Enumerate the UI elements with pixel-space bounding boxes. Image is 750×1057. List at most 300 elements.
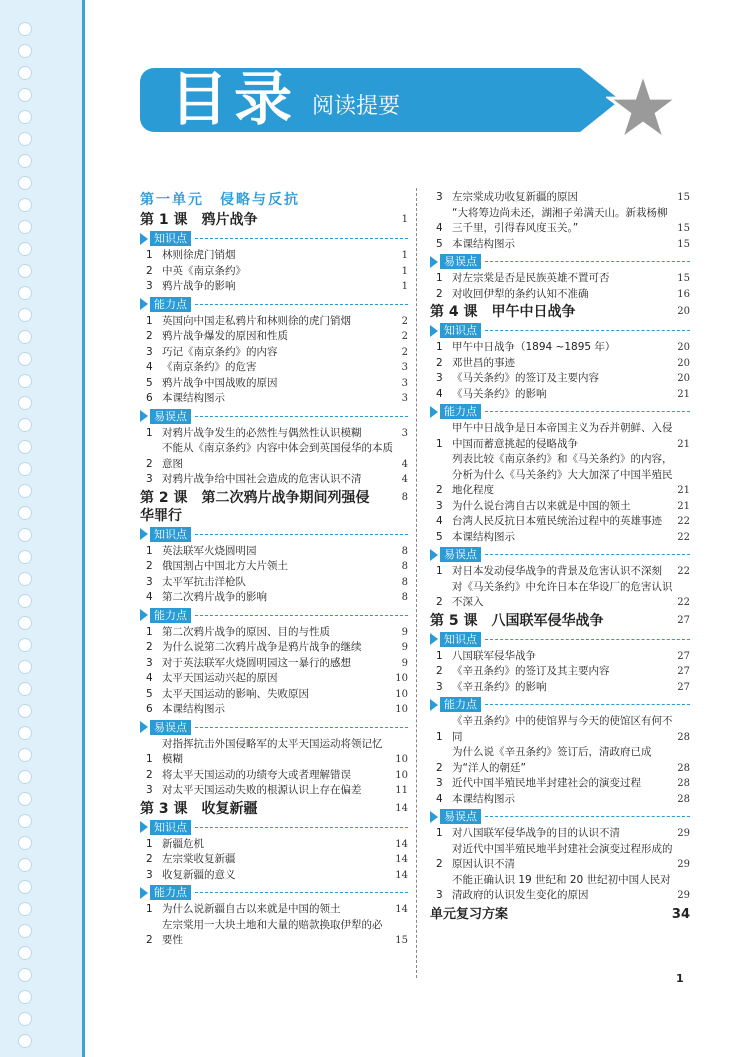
triangle-right-icon bbox=[140, 298, 148, 310]
item-number: 1 bbox=[436, 565, 443, 577]
toc-item[interactable] bbox=[140, 391, 408, 407]
item-number: 6 bbox=[146, 703, 153, 715]
toc-item[interactable] bbox=[140, 345, 408, 361]
lesson-entry[interactable] bbox=[430, 612, 690, 630]
binder-hole bbox=[18, 550, 32, 564]
toc-item[interactable] bbox=[430, 873, 690, 904]
binder-hole bbox=[18, 836, 32, 850]
triangle-right-icon bbox=[430, 325, 438, 337]
section-tag-label: 易误点 bbox=[150, 409, 191, 424]
toc-item[interactable] bbox=[140, 264, 408, 280]
binder-hole bbox=[18, 858, 32, 872]
lesson-page: 1 bbox=[401, 214, 408, 225]
item-number: 1 bbox=[146, 314, 153, 327]
binder-hole bbox=[18, 726, 32, 740]
lesson-page: 14 bbox=[395, 802, 408, 814]
item-number: 4 bbox=[436, 222, 443, 234]
toc-item[interactable] bbox=[430, 564, 690, 580]
binder-hole bbox=[18, 660, 32, 674]
item-page: 3 bbox=[401, 377, 408, 389]
toc-item[interactable] bbox=[140, 868, 408, 884]
item-page: 1 bbox=[401, 281, 408, 292]
item-text: “大将筹边尚未还，湖湘子弟满天山。新栽杨柳三千里，引得春风度玉关。” bbox=[452, 206, 668, 234]
binder-hole bbox=[18, 506, 32, 520]
toc-item[interactable] bbox=[430, 714, 690, 745]
item-page: 20 bbox=[677, 357, 690, 369]
toc-item[interactable] bbox=[430, 580, 690, 611]
item-number: 1 bbox=[146, 753, 153, 765]
triangle-right-icon bbox=[140, 233, 148, 245]
item-text: 为什么说台湾自古以来就是中国的领土 bbox=[452, 499, 631, 512]
item-text: 对左宗棠是否是民族英雄不置可否 bbox=[452, 272, 610, 284]
toc-item[interactable] bbox=[140, 737, 408, 768]
item-page: 22 bbox=[677, 516, 690, 527]
binder-hole bbox=[18, 22, 32, 36]
item-text: 《南京条约》的危害 bbox=[162, 361, 257, 373]
item-text: 为什么说《辛丑条约》签订后，清政府已成为“洋人的朝廷” bbox=[452, 746, 652, 774]
binder-hole bbox=[18, 220, 32, 234]
triangle-right-icon bbox=[140, 821, 148, 833]
toc-item[interactable] bbox=[430, 287, 690, 303]
toc-item[interactable] bbox=[140, 687, 408, 703]
binder-hole bbox=[18, 198, 32, 212]
binder-hole bbox=[18, 1034, 32, 1048]
binder-hole bbox=[18, 462, 32, 476]
section-tag-label: 能力点 bbox=[440, 697, 481, 712]
toc-item[interactable] bbox=[140, 671, 408, 687]
item-text: 本课结构图示 bbox=[162, 703, 225, 715]
item-page: 14 bbox=[395, 869, 408, 881]
item-number: 2 bbox=[146, 560, 153, 572]
binder-hole bbox=[18, 66, 32, 80]
section-tag bbox=[430, 253, 690, 270]
item-text: 中英《南京条约》 bbox=[162, 264, 246, 277]
lesson-title: 第 1 课 鸦片战争 bbox=[140, 212, 258, 228]
page-subtitle: 阅读提要 bbox=[312, 94, 401, 119]
item-number: 1 bbox=[146, 903, 153, 915]
item-number: 2 bbox=[436, 858, 443, 870]
binder-hole bbox=[18, 286, 32, 300]
toc-item[interactable] bbox=[430, 680, 690, 696]
item-text: 左宗棠用一大块土地和大量的赔款换取伊犁的必要性 bbox=[162, 918, 383, 946]
binder-hole bbox=[18, 132, 32, 146]
item-number: 2 bbox=[146, 934, 153, 946]
item-page: 21 bbox=[677, 388, 690, 400]
item-text: 对日本发动侵华战争的背景及危害认识不深刻 bbox=[452, 565, 662, 577]
lesson-title: 第 4 课 甲午中日战争 bbox=[430, 304, 576, 320]
toc-item[interactable] bbox=[140, 640, 408, 656]
item-page: 20 bbox=[677, 342, 690, 353]
item-number: 3 bbox=[436, 680, 443, 693]
item-page: 28 bbox=[677, 762, 690, 774]
item-number: 3 bbox=[436, 499, 443, 512]
item-page: 2 bbox=[401, 315, 408, 327]
item-page: 15 bbox=[395, 935, 408, 946]
toc-item[interactable] bbox=[430, 452, 690, 499]
item-number: 3 bbox=[146, 868, 153, 881]
triangle-right-icon bbox=[430, 633, 438, 645]
toc-item[interactable] bbox=[140, 625, 408, 641]
binder-hole bbox=[18, 990, 32, 1004]
binder-edge bbox=[82, 0, 85, 1057]
item-page: 22 bbox=[677, 566, 690, 577]
toc-item[interactable] bbox=[430, 271, 690, 287]
item-number: 3 bbox=[146, 656, 153, 669]
item-text: 本课结构图示 bbox=[162, 392, 225, 404]
item-number: 3 bbox=[436, 191, 443, 203]
item-page: 10 bbox=[395, 769, 408, 781]
item-text: 本课结构图示 bbox=[452, 237, 515, 250]
item-text: 甲午中日战争（1894 ~1895 年） bbox=[452, 341, 616, 353]
item-text: 林则徐虎门销烟 bbox=[162, 249, 236, 261]
item-page: 4 bbox=[401, 474, 408, 485]
dashed-rule bbox=[195, 827, 408, 828]
section-tag bbox=[140, 408, 408, 425]
toc-item[interactable] bbox=[430, 649, 690, 665]
section-tag bbox=[140, 230, 408, 247]
toc-item[interactable] bbox=[140, 768, 408, 784]
binder-hole bbox=[18, 176, 32, 190]
item-text: 鸦片战争的影响 bbox=[162, 280, 236, 292]
lesson-entry[interactable] bbox=[140, 800, 408, 818]
item-text: 巧记《南京条约》的内容 bbox=[162, 345, 278, 358]
section-tag-label: 知识点 bbox=[440, 632, 481, 647]
dashed-rule bbox=[485, 554, 690, 555]
item-text: 太平天国运动的影响、失败原因 bbox=[162, 687, 309, 700]
toc-item[interactable] bbox=[430, 664, 690, 680]
toc-item[interactable] bbox=[140, 279, 408, 295]
review-entry[interactable] bbox=[430, 906, 690, 924]
binder-hole bbox=[18, 968, 32, 982]
item-page: 14 bbox=[395, 904, 408, 915]
item-page: 15 bbox=[677, 273, 690, 284]
section-tag bbox=[140, 296, 408, 313]
item-number: 2 bbox=[436, 484, 443, 496]
triangle-right-icon bbox=[140, 410, 148, 422]
lesson-entry[interactable] bbox=[430, 303, 690, 321]
item-number: 4 bbox=[146, 591, 153, 603]
item-number: 5 bbox=[146, 687, 153, 700]
binder-hole bbox=[18, 902, 32, 916]
item-page: 27 bbox=[677, 666, 690, 677]
item-text: 甲午中日战争是日本帝国主义为吞并朝鲜、入侵中国而蓄意挑起的侵略战争 bbox=[452, 422, 673, 450]
binder-hole bbox=[18, 154, 32, 168]
item-page: 20 bbox=[677, 373, 690, 384]
dashed-rule bbox=[195, 615, 408, 616]
item-text: 《辛丑条约》中的使馆界与今天的使馆区有何不同 bbox=[452, 715, 673, 743]
section-tag-label: 能力点 bbox=[150, 885, 191, 900]
toc-item[interactable] bbox=[430, 190, 690, 206]
item-number: 3 bbox=[146, 280, 153, 292]
item-page: 8 bbox=[401, 561, 408, 572]
item-text: 台湾人民反抗日本殖民统治过程中的英雄事迹 bbox=[452, 515, 662, 527]
item-page: 1 bbox=[401, 265, 408, 277]
toc-item[interactable] bbox=[140, 918, 408, 949]
item-text: 八国联军侵华战争 bbox=[452, 649, 536, 662]
item-text: 俄国割占中国北方大片领土 bbox=[162, 560, 288, 572]
binder-hole bbox=[18, 792, 32, 806]
item-page: 10 bbox=[395, 688, 408, 700]
toc-item[interactable] bbox=[430, 530, 690, 546]
item-text: 为什么说第二次鸦片战争是鸦片战争的继续 bbox=[162, 641, 362, 653]
section-tag bbox=[430, 631, 690, 648]
dashed-rule bbox=[485, 411, 690, 412]
dashed-rule bbox=[195, 727, 408, 728]
item-number: 4 bbox=[146, 361, 153, 373]
section-tag bbox=[140, 526, 408, 543]
lesson-entry[interactable] bbox=[140, 489, 408, 525]
item-number: 3 bbox=[436, 777, 443, 789]
toc-item[interactable] bbox=[140, 837, 408, 853]
binder-hole bbox=[18, 748, 32, 762]
item-page: 10 bbox=[395, 704, 408, 715]
item-number: 3 bbox=[146, 473, 153, 485]
item-page: 28 bbox=[677, 778, 690, 789]
item-page: 10 bbox=[395, 673, 408, 684]
binder-hole bbox=[18, 308, 32, 322]
item-page: 29 bbox=[677, 828, 690, 839]
item-number: 1 bbox=[146, 426, 153, 439]
section-tag bbox=[430, 403, 690, 420]
item-number: 3 bbox=[146, 345, 153, 358]
item-text: 《辛丑条约》的影响 bbox=[452, 680, 547, 693]
item-text: 鸦片战争爆发的原因和性质 bbox=[162, 330, 288, 342]
binder-hole bbox=[18, 374, 32, 388]
item-page: 8 bbox=[401, 592, 408, 603]
item-number: 4 bbox=[436, 515, 443, 527]
triangle-right-icon bbox=[430, 256, 438, 268]
item-number: 4 bbox=[436, 792, 443, 805]
item-page: 15 bbox=[677, 223, 690, 234]
item-page: 21 bbox=[677, 500, 690, 512]
toc-item[interactable] bbox=[430, 792, 690, 808]
item-text: 对太平天国运动失败的根源认识上存在偏差 bbox=[162, 784, 362, 796]
toc-item[interactable] bbox=[140, 329, 408, 345]
toc-item[interactable] bbox=[140, 559, 408, 575]
item-number: 2 bbox=[436, 356, 443, 369]
item-number: 2 bbox=[146, 457, 153, 470]
item-number: 5 bbox=[436, 530, 443, 543]
binder-hole bbox=[18, 352, 32, 366]
item-text: 近代中国半殖民地半封建社会的演变过程 bbox=[452, 777, 641, 789]
toc-item[interactable] bbox=[430, 340, 690, 356]
toc-item[interactable] bbox=[140, 783, 408, 799]
item-number: 2 bbox=[146, 641, 153, 653]
item-page: 3 bbox=[401, 393, 408, 404]
toc-item[interactable] bbox=[430, 514, 690, 530]
item-page: 16 bbox=[677, 288, 690, 300]
item-number: 5 bbox=[436, 237, 443, 250]
item-page: 9 bbox=[401, 657, 408, 669]
toc-item[interactable] bbox=[430, 356, 690, 372]
item-page: 22 bbox=[677, 597, 690, 608]
item-text: 英国向中国走私鸦片和林则徐的虎门销烟 bbox=[162, 314, 351, 327]
section-tag bbox=[140, 607, 408, 624]
item-text: 本课结构图示 bbox=[452, 530, 515, 543]
section-tag-label: 易误点 bbox=[440, 254, 481, 269]
item-text: 为什么说新疆自古以来就是中国的领土 bbox=[162, 903, 341, 915]
section-tag bbox=[430, 546, 690, 563]
item-page: 2 bbox=[401, 331, 408, 342]
item-text: 新疆危机 bbox=[162, 837, 204, 850]
item-number: 1 bbox=[146, 544, 153, 557]
item-number: 1 bbox=[436, 437, 443, 450]
binder-hole bbox=[18, 572, 32, 586]
item-text: 对指挥抗击外国侵略军的太平天国运动将领记忆模糊 bbox=[162, 737, 383, 765]
toc-item[interactable] bbox=[430, 206, 690, 237]
item-number: 1 bbox=[146, 837, 153, 850]
item-text: 对鸦片战争发生的必然性与偶然性认识模糊 bbox=[162, 426, 362, 439]
toc-item[interactable] bbox=[140, 360, 408, 376]
toc-item[interactable] bbox=[430, 776, 690, 792]
binder-hole bbox=[18, 924, 32, 938]
toc-item[interactable] bbox=[140, 575, 408, 591]
binder-hole bbox=[18, 682, 32, 696]
toc-item[interactable] bbox=[140, 426, 408, 442]
binder-hole bbox=[18, 264, 32, 278]
item-page: 27 bbox=[677, 650, 690, 662]
section-tag bbox=[430, 808, 690, 825]
binder-strip bbox=[0, 0, 82, 1057]
toc-item[interactable] bbox=[430, 499, 690, 515]
toc-item[interactable] bbox=[430, 237, 690, 253]
item-number: 2 bbox=[436, 287, 443, 300]
item-page: 14 bbox=[395, 838, 408, 850]
item-page: 1 bbox=[401, 250, 408, 261]
binder-hole bbox=[18, 484, 32, 498]
binder-hole bbox=[18, 704, 32, 718]
section-tag bbox=[140, 884, 408, 901]
dashed-rule bbox=[485, 704, 690, 705]
toc-item[interactable] bbox=[140, 472, 408, 488]
item-text: 不能正确认识 19 世纪和 20 世纪初中国人民对清政府的认识发生变化的原因 bbox=[452, 873, 671, 901]
item-page: 21 bbox=[677, 438, 690, 450]
page-number: 1 bbox=[676, 972, 684, 985]
dashed-rule bbox=[195, 416, 408, 417]
item-text: 对近代中国半殖民地半封建社会演变过程形成的原因认识不清 bbox=[452, 842, 673, 870]
dashed-rule bbox=[195, 304, 408, 305]
item-page: 10 bbox=[395, 754, 408, 765]
item-number: 1 bbox=[436, 730, 443, 743]
toc-item[interactable] bbox=[140, 852, 408, 868]
item-page: 28 bbox=[677, 793, 690, 805]
dashed-rule bbox=[485, 639, 690, 640]
toc-item[interactable] bbox=[430, 826, 690, 842]
toc-item[interactable] bbox=[140, 248, 408, 264]
toc-item[interactable] bbox=[140, 590, 408, 606]
lesson-title: 第 5 课 八国联军侵华战争 bbox=[430, 612, 604, 629]
item-number: 2 bbox=[436, 596, 443, 608]
item-text: 第二次鸦片战争的原因、目的与性质 bbox=[162, 625, 330, 638]
page-title: 目录 bbox=[170, 65, 299, 133]
item-number: 4 bbox=[146, 672, 153, 684]
review-title: 单元复习方案 bbox=[430, 906, 509, 922]
toc-item[interactable] bbox=[140, 441, 408, 472]
toc-item[interactable] bbox=[430, 745, 690, 776]
item-text: 对鸦片战争给中国社会造成的危害认识不清 bbox=[162, 473, 362, 485]
section-tag-label: 能力点 bbox=[440, 404, 481, 419]
item-number: 6 bbox=[146, 392, 153, 404]
item-text: 本课结构图示 bbox=[452, 792, 515, 805]
column-divider bbox=[416, 188, 417, 978]
item-number: 3 bbox=[436, 889, 443, 901]
item-page: 8 bbox=[401, 576, 408, 588]
item-text: 鸦片战争中国战败的原因 bbox=[162, 376, 278, 389]
item-page: 9 bbox=[401, 642, 408, 653]
toc-item[interactable] bbox=[140, 702, 408, 718]
toc-item[interactable] bbox=[430, 371, 690, 387]
toc-item[interactable] bbox=[140, 544, 408, 560]
section-tag bbox=[430, 696, 690, 713]
toc-item[interactable] bbox=[430, 842, 690, 873]
item-number: 1 bbox=[436, 649, 443, 662]
section-tag-label: 易误点 bbox=[440, 547, 481, 562]
section-tag bbox=[140, 719, 408, 736]
section-tag bbox=[140, 819, 408, 836]
item-number: 2 bbox=[146, 264, 153, 277]
item-text: 收复新疆的意义 bbox=[162, 868, 236, 881]
item-page: 15 bbox=[677, 192, 690, 203]
triangle-right-icon bbox=[430, 811, 438, 823]
item-text: 对八国联军侵华战争的目的认识不清 bbox=[452, 827, 620, 839]
item-text: 对《马关条约》中允许日本在华设厂的危害认识不深入 bbox=[452, 580, 673, 608]
dashed-rule bbox=[195, 534, 408, 535]
section-tag-label: 能力点 bbox=[150, 297, 191, 312]
item-page: 29 bbox=[677, 890, 690, 901]
toc-item[interactable] bbox=[140, 376, 408, 392]
toc-item[interactable] bbox=[140, 656, 408, 672]
section-tag-label: 能力点 bbox=[150, 608, 191, 623]
item-page: 29 bbox=[677, 859, 690, 870]
item-text: 英法联军火烧圆明园 bbox=[162, 544, 257, 557]
item-number: 1 bbox=[436, 827, 443, 839]
binder-hole bbox=[18, 1012, 32, 1026]
toc-item[interactable] bbox=[430, 421, 690, 452]
item-page: 11 bbox=[395, 785, 408, 796]
item-page: 22 bbox=[677, 531, 690, 543]
item-text: 《马关条约》的影响 bbox=[452, 387, 547, 400]
item-page: 21 bbox=[677, 485, 690, 496]
dashed-rule bbox=[195, 238, 408, 239]
section-tag-label: 知识点 bbox=[150, 231, 191, 246]
item-number: 2 bbox=[436, 761, 443, 774]
section-tag bbox=[430, 322, 690, 339]
toc-item[interactable] bbox=[140, 902, 408, 918]
item-text: 太平天国运动兴起的原因 bbox=[162, 672, 278, 684]
binder-hole bbox=[18, 638, 32, 652]
item-text: 左宗棠成功收复新疆的原因 bbox=[452, 191, 578, 203]
item-page: 3 bbox=[401, 362, 408, 373]
item-page: 27 bbox=[677, 681, 690, 693]
item-number: 3 bbox=[436, 372, 443, 384]
toc-item[interactable] bbox=[430, 387, 690, 403]
lesson-page: 27 bbox=[677, 614, 690, 626]
item-number: 1 bbox=[146, 249, 153, 261]
item-page: 4 bbox=[401, 458, 408, 470]
item-number: 2 bbox=[146, 330, 153, 342]
binder-hole bbox=[18, 946, 32, 960]
lesson-entry[interactable] bbox=[140, 211, 408, 229]
binder-hole bbox=[18, 88, 32, 102]
review-page: 34 bbox=[671, 906, 690, 922]
item-number: 3 bbox=[146, 784, 153, 796]
item-page: 2 bbox=[401, 346, 408, 358]
item-number: 3 bbox=[146, 575, 153, 588]
item-text: 第二次鸦片战争的影响 bbox=[162, 591, 267, 603]
item-text: 左宗棠收复新疆 bbox=[162, 853, 236, 865]
binder-hole bbox=[18, 396, 32, 410]
toc-item[interactable] bbox=[140, 314, 408, 330]
